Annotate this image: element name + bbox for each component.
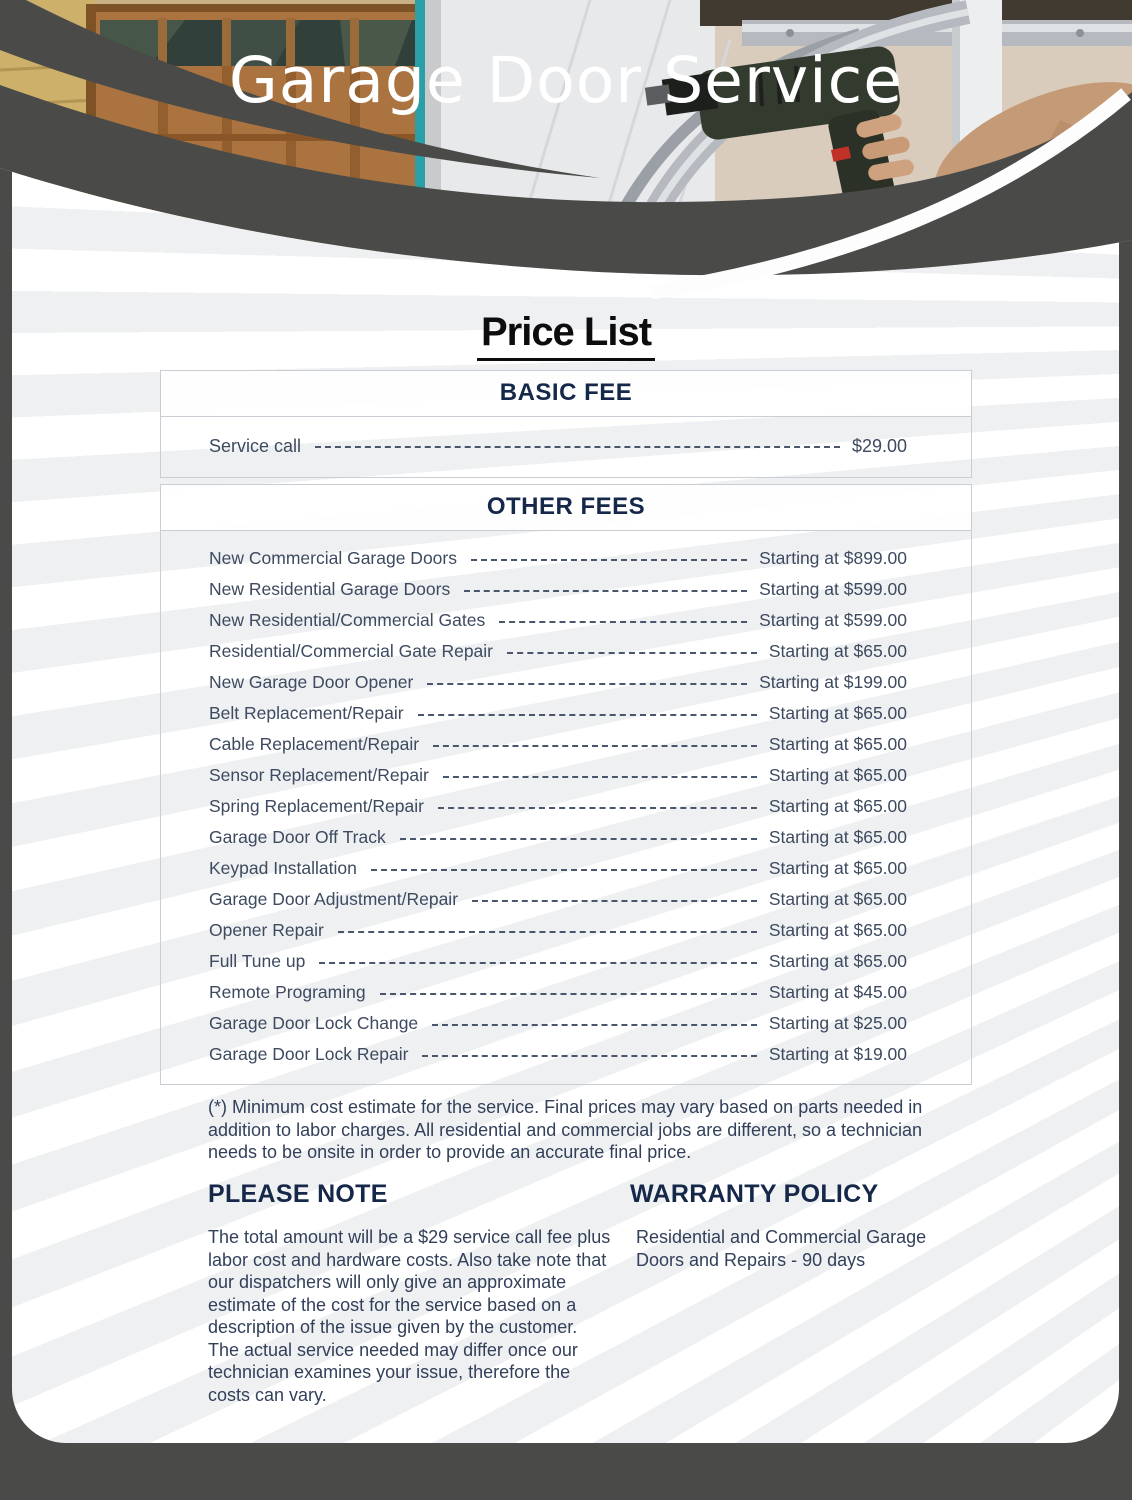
fee-row [209,667,907,698]
fee-leader [371,869,757,871]
fee-price: Starting at $25.00 [768,1013,907,1033]
fee-price: Starting at $65.00 [768,703,907,723]
fee-label: Spring Replacement/Repair [209,796,424,816]
fee-leader [315,446,840,448]
fee-row [209,822,907,853]
fee-leader [338,931,757,933]
fee-row [209,915,907,946]
fee-row [209,636,907,667]
fee-row [209,977,907,1008]
fee-label: Garage Door Lock Change [209,1013,419,1033]
fee-price: Starting at $65.00 [768,827,907,847]
fee-label: Remote Programing [209,982,366,1002]
fee-row [209,574,907,605]
fee-price: Starting at $65.00 [768,858,907,878]
fee-price: Starting at $599.00 [759,579,907,599]
fee-leader [443,776,757,778]
fee-label: Cable Replacement/Repair [209,734,420,754]
fee-leader [319,962,757,964]
fee-label: Garage Door Adjustment/Repair [209,889,459,909]
fee-row [209,946,907,977]
fee-row [209,543,907,574]
fee-label: Garage Door Off Track [209,827,386,847]
fee-leader [432,1024,757,1026]
fee-row [209,433,907,459]
basic-fee-header: BASIC FEE [160,370,972,417]
fee-leader [464,590,747,592]
other-fees-header: OTHER FEES [160,484,972,531]
warranty-heading: WARRANTY POLICY [630,1180,879,1208]
warranty-body: Residential and Commercial Garage Doors and Repairs - 90 days [636,1227,927,1270]
please-note-heading: PLEASE NOTE [208,1180,388,1208]
fee-row [209,1039,907,1070]
basic-fee-body [160,417,972,478]
please-note-body: The total amount will be a $29 service call fee plus labor cost and hardware costs. Also take note that our dispatchers will only give an approximate estimate of the cost for the service based on a description of the issue given by the customer. The actual service needed may differ once our technician examines your issue, therefore the costs can vary. [208,1227,611,1405]
fee-price: Starting at $65.00 [768,796,907,816]
price-list-title-wrap [0,310,1132,361]
fee-row [209,729,907,760]
footnote: (*) Minimum cost estimate for the service. Final prices may vary based on parts needed in addition to labor charges. All residential and commercial jobs are different, so a technician needs to be onsite in order to provide an accurate final price. [208,1097,923,1162]
fee-leader [418,714,757,716]
fee-leader [499,621,747,623]
fee-label: New Residential/Commercial Gates [209,610,486,630]
fee-row [209,1008,907,1039]
fee-label: New Residential Garage Doors [209,579,451,599]
fee-price: Starting at $65.00 [768,920,907,940]
fee-price: Starting at $199.00 [759,672,907,692]
fee-price: Starting at $65.00 [768,734,907,754]
fee-price: $29.00 [851,436,907,456]
fee-row [209,884,907,915]
fee-price: Starting at $45.00 [768,982,907,1002]
fee-leader [507,652,757,654]
fee-label: Service call [209,436,302,456]
fee-price: Starting at $65.00 [768,765,907,785]
fee-price: Starting at $19.00 [768,1044,907,1064]
bottom-columns [208,1180,954,1406]
fee-leader [471,559,747,561]
fee-label: Residential/Commercial Gate Repair [209,641,493,661]
fee-label: Garage Door Lock Repair [209,1044,409,1064]
fee-row [209,791,907,822]
other-fees-body [160,531,972,1085]
fee-row [209,760,907,791]
fee-price: Starting at $899.00 [759,548,907,568]
fee-label: Belt Replacement/Repair [209,703,404,723]
fee-table [160,370,972,1085]
fee-label: New Commercial Garage Doors [209,548,457,568]
fee-row [209,853,907,884]
fee-leader [400,838,757,840]
fee-row [209,605,907,636]
fee-price: Starting at $599.00 [759,610,907,630]
fee-leader [472,900,757,902]
fee-label: Sensor Replacement/Repair [209,765,429,785]
fee-leader [380,993,757,995]
fee-label: Full Tune up [209,951,306,971]
fee-label: New Garage Door Opener [209,672,414,692]
fee-leader [427,683,747,685]
fee-price: Starting at $65.00 [768,951,907,971]
fee-label: Keypad Installation [209,858,357,878]
fee-row [209,698,907,729]
please-note-section [208,1180,612,1406]
fee-leader [438,807,757,809]
fee-leader [433,745,757,747]
fee-label: Opener Repair [209,920,324,940]
fee-price: Starting at $65.00 [768,641,907,661]
page-title: Garage Door Service [228,44,904,117]
fee-price: Starting at $65.00 [768,889,907,909]
warranty-section [630,1180,954,1406]
price-list-title: Price List [477,310,655,361]
fee-leader [422,1055,756,1057]
